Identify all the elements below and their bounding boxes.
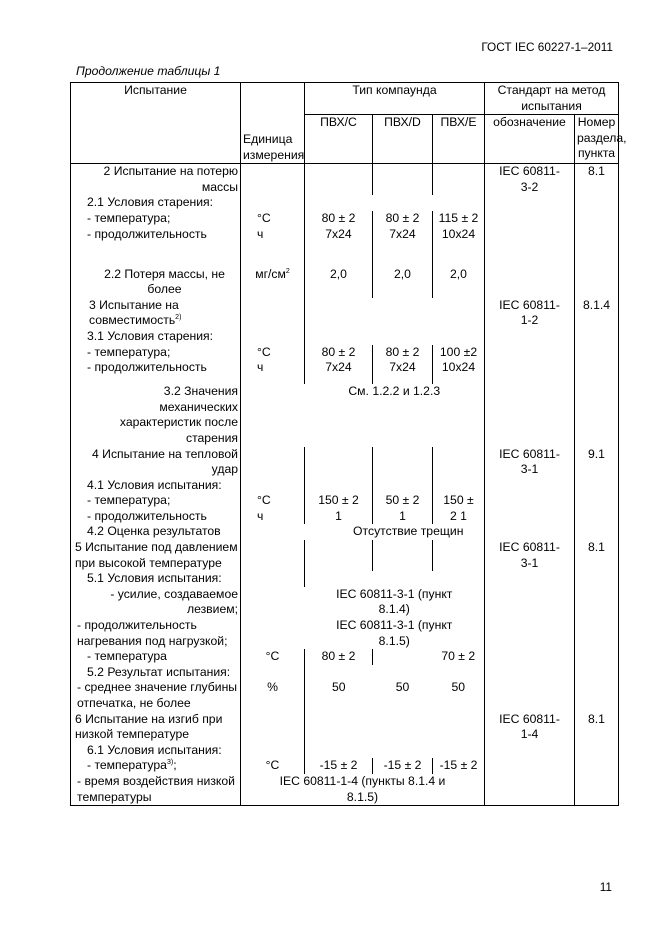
table-row [71,211,619,227]
table-row [71,680,619,711]
pvc-d-value: 7x24 [373,360,433,384]
pvc-e-value: 2,0 [433,267,485,298]
page-number: 11 [599,880,612,894]
table-row [71,493,619,509]
pvc-d-value: 50 ± 2 [373,493,433,509]
pvc-c-value: 7x24 [305,360,373,384]
test-name: - температура; [71,493,241,509]
header-row-1 [71,83,619,115]
table-row [71,618,619,649]
pvc-d-value: 70 ± 2 [433,649,485,665]
std-designation: IEC 60811-3-1 [485,447,575,478]
table-row [71,587,619,618]
pvc-c-value: 7x24 [305,227,373,267]
clause-number: 8.1 [575,712,619,743]
unit-value: °С [241,649,305,665]
pvc-e-value: 10x24 [433,360,485,384]
table-row [71,712,619,743]
col-header-compound-group: Тип компаунда [305,83,485,115]
table-row [71,360,619,384]
table-row [71,345,619,361]
pvc-c-value: 80 ± 2 [305,211,373,227]
col-header-test: Испытание [71,83,241,164]
col-header-unit: Единица измерения [241,83,305,164]
pvc-e-value: -15 ± 2 [433,758,485,774]
table-row [71,298,619,329]
std-designation: IEC 60811-3-2 [485,164,575,196]
pvc-c-value: 150 ± 2 [305,493,373,509]
pvc-e-value: 2 1 [433,509,485,525]
pvc-d-value: 80 ± 2 [373,211,433,227]
merged-value: IEC 60811-3-1 (пункт 8.1.5) [305,618,485,649]
col-header-pvc-e: ПВХ/Е [433,115,485,164]
unit-value: ч [241,227,305,267]
pvc-c-value: 80 ± 2 [305,649,373,665]
test-name: - среднее значение глубины отпечатка, не более [71,680,241,711]
table-row [71,524,619,540]
std-designation: IEC 60811-1-2 [485,298,575,329]
test-name: 5.1 Условия испытания: [71,571,241,587]
test-name: 4 Испытание на тепловой удар [71,447,241,478]
clause-number: 9.1 [575,447,619,478]
table-row [71,195,619,211]
unit-value: °С [241,758,305,774]
pvc-e-value: 100 ±2 [433,345,485,361]
col-header-std-group: Стандарт на метод испытания [485,83,619,115]
pvc-d-value: -15 ± 2 [373,758,433,774]
requirements-table [70,82,627,806]
pvc-c-value: 50 [305,680,373,711]
test-name: 2 Испытание на потерю массы [71,164,241,196]
pvc-d-value: 1 [373,509,433,525]
unit-value: % [241,680,305,711]
col-header-pvc-c: ПВХ/С [305,115,373,164]
col-header-pvc-d: ПВХ/D [373,115,433,164]
unit-value: ч [241,509,305,525]
std-designation: IEC 60811-1-4 [485,712,575,743]
pvc-d-value: 80 ± 2 [373,345,433,361]
test-name: 3 Испытание на совместимость$^{2)}$ [71,298,241,329]
test-name: - время воздействия низкой температуры [71,774,241,806]
table-row [71,774,619,806]
test-name: - продолжительность [71,227,241,267]
test-name: - усилие, создаваемое лезвием; [71,587,241,618]
standard-header: ГОСТ IEC 60227-1–2011 [481,40,613,54]
clause-number: 8.1.4 [575,298,619,329]
table-row [71,649,619,665]
merged-value: IEC 60811-1-4 (пункты 8.1.4 и 8.1.5) [241,774,485,806]
table-caption: Продолжение таблицы 1 [76,64,221,78]
pvc-c-value: -15 ± 2 [305,758,373,774]
table-row [71,758,619,774]
table-row [71,384,619,446]
test-name: - температура$^{3)}$; [71,758,241,774]
test-name: - температура; [71,211,241,227]
test-name: 3.2 Значения механических характеристик после старения [71,384,241,446]
unit-value: ч [241,360,305,384]
test-name: - продолжительность [71,360,241,384]
pvc-d-value: 7x24 [373,227,433,267]
pvc-c-value: 80 ± 2 [305,345,373,361]
unit-value: °С [241,493,305,509]
unit-value: $мг/см^2$ [241,267,305,298]
pvc-c-value: 1 [305,509,373,525]
unit-value: °С [241,345,305,361]
table-row [71,329,619,345]
table-row [71,540,619,571]
test-name: 5.2 Результат испытания: [71,665,241,681]
pvc-e-value: 150 ± [433,493,485,509]
table-row [71,509,619,525]
test-name: 2.2 Потеря массы, не более [71,267,241,298]
pvc-e-value: 115 ± 2 [433,211,485,227]
table-row [71,743,619,759]
table-row [71,478,619,494]
test-name: 4.2 Оценка результатов [71,524,241,540]
std-designation: IEC 60811-3-1 [485,540,575,571]
test-name: - продолжительность [71,509,241,525]
pvc-e-value: 50 [433,680,485,711]
merged-value: См. 1.2.2 и 1.2.3 [305,384,485,446]
test-name: - температура [71,649,241,665]
pvc-d-value: 50 [395,680,410,695]
table-row [71,227,619,267]
table-row [71,665,619,681]
pvc-e-value: 10x24 [433,227,485,267]
test-name: 4.1 Условия испытания: [71,478,241,494]
col-header-designation: обозначение [485,115,575,164]
pvc-c-value: 2,0 [305,267,373,298]
table-row [71,571,619,587]
test-name: 6 Испытание на изгиб при низкой температуре [71,712,241,743]
pvc-d-value: 2,0 [373,267,433,298]
test-name: 6.1 Условия испытания: [71,743,241,759]
table-row [71,164,619,196]
test-name: 5 Испытание под давлением при высокой температуре [71,540,241,571]
test-name: - температура; [71,345,241,361]
table-row [71,267,619,298]
clause-number: 8.1 [575,540,619,571]
test-name: - продолжительность нагревания под нагрузкой; [71,618,241,649]
merged-value: Отсутствие трещин [305,524,485,540]
merged-value: IEC 60811-3-1 (пункт 8.1.4) [305,587,485,618]
test-name: 2.1 Условия старения: [71,195,241,211]
test-name: 3.1 Условия старения: [71,329,241,345]
col-header-clause: Номер раздела, пункта [575,115,619,164]
unit-value: °С [241,211,305,227]
clause-number: 8.1 [575,164,619,196]
table-row [71,447,619,478]
